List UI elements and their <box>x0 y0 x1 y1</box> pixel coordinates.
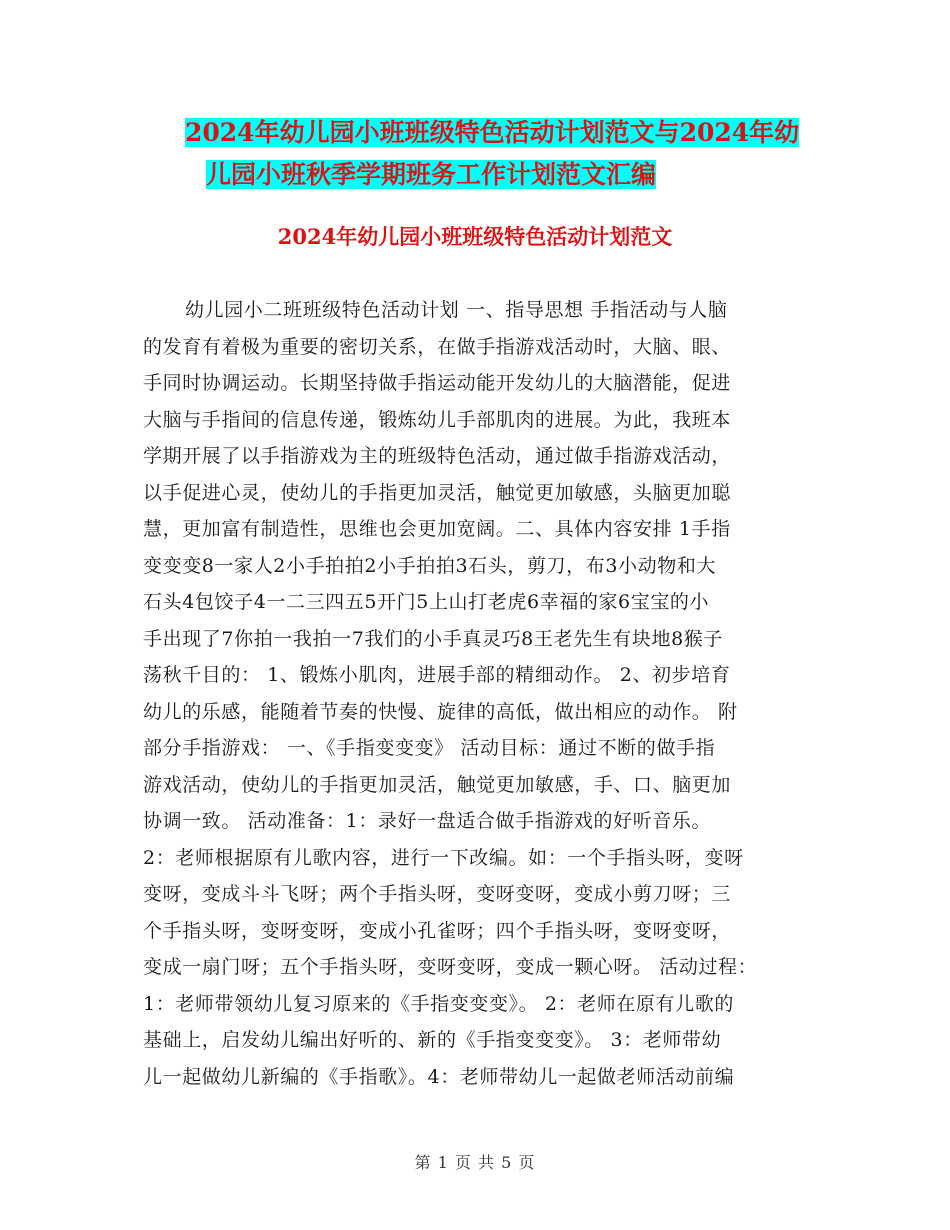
body-line: 以手促进心灵，使幼儿的手指更加灵活，触觉更加敏感，头脑更加聪 <box>143 481 732 504</box>
body-line: 游戏活动，使幼儿的手指更加灵活，触觉更加敏感，手、口、脑更加 <box>143 773 732 796</box>
section-title: 2024年幼儿园小班班级特色活动计划范文 <box>277 224 673 249</box>
body-line: 儿一起做幼儿新编的《手指歌》。4：老师带幼儿一起做老师活动前编 <box>143 1065 735 1088</box>
body-line: 变呀，变成斗斗飞呀；两个手指头呀，变呀变呀，变成小剪刀呀；三 <box>143 883 732 905</box>
body-line: 变变变8一家人2小手拍拍2小手拍拍3石头，剪刀，布3小动物和大 <box>143 554 717 577</box>
body-line: 幼儿园小二班班级特色活动计划 一、指导思想 手指活动与人脑 <box>185 299 728 321</box>
body-line: 石头4包饺子4一二三四五5开门5上山打老虎6幸福的家6宝宝的小 <box>143 591 710 613</box>
body-line: 变成一扇门呀；五个手指头呀，变呀变呀，变成一颗心呀。 活动过程： <box>143 956 758 978</box>
body-line: 部分手指游戏： 一、《手指变变变》 活动目标：通过不断的做手指 <box>143 737 716 759</box>
body-line: 学期开展了以手指游戏为主的班级特色活动，通过做手指游戏活动， <box>143 445 732 467</box>
document-title-line-2: 儿园小班秋季学期班务工作计划范文汇编 <box>206 160 657 189</box>
body-line: 2：老师根据原有儿歌内容，进行一下改编。如：一个手指头呀，变呀 <box>143 846 744 869</box>
document-title <box>140 112 830 196</box>
body-line: 慧，更加富有制造性，思维也会更加宽阔。二、具体内容安排 1手指 <box>143 518 731 540</box>
body-line: 基础上，启发幼儿编出好听的、新的《手指变变变》。 3：老师带幼 <box>143 1029 722 1051</box>
body-line: 手出现了7你拍一我拍一7我们的小手真灵巧8王老先生有块地8猴子 <box>143 627 723 650</box>
body-line: 的发育有着极为重要的密切关系，在做手指游戏活动时，大脑、眼、 <box>143 335 732 358</box>
body-line: 协调一致。 活动准备：1：录好一盘适合做手指游戏的好听音乐。 <box>143 810 712 832</box>
page-footer: 第 1 页 共 5 页 <box>414 1153 536 1172</box>
body-line: 手同时协调运动。长期坚持做手指运动能开发幼儿的大脑潜能，促进 <box>143 372 732 394</box>
body-text <box>143 292 803 1095</box>
body-line: 大脑与手指间的信息传递，锻炼幼儿手部肌肉的进展。为此，我班本 <box>143 408 732 431</box>
body-line: 荡秋千目的： 1、锻炼小肌肉，进展手部的精细动作。 2、初步培育 <box>143 664 731 686</box>
body-line: 幼儿的乐感，能随着节奏的快慢、旋律的高低，做出相应的动作。 附 <box>143 700 738 723</box>
document-title-line-1: 2024年幼儿园小班班级特色活动计划范文与2024年幼 <box>185 118 800 147</box>
body-line: 1：老师带领幼儿复习原来的《手指变变变》。 2：老师在原有儿歌的 <box>143 992 734 1015</box>
body-line: 个手指头呀，变呀变呀，变成小孔雀呀；四个手指头呀，变呀变呀， <box>143 919 732 942</box>
